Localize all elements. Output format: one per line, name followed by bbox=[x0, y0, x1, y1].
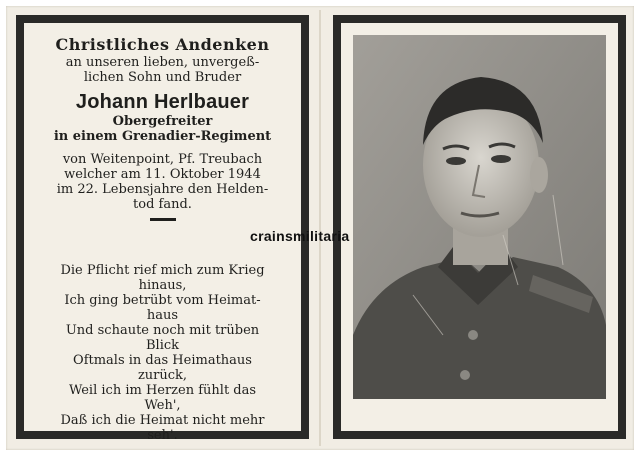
separator-dash bbox=[150, 218, 176, 221]
card-heading: Christliches Andenken bbox=[55, 35, 270, 54]
poem-line: zurück, bbox=[137, 368, 188, 383]
intro-line: an unseren lieben, unvergeß- bbox=[65, 55, 260, 70]
poem-line: Oftmals in das Heimathaus bbox=[73, 353, 252, 368]
photo-panel bbox=[333, 15, 626, 439]
poem bbox=[24, 263, 301, 443]
portrait-illustration bbox=[353, 35, 606, 399]
soldier-portrait-photo bbox=[353, 35, 606, 399]
poem-line: Blick bbox=[145, 338, 180, 353]
memorial-text bbox=[24, 37, 301, 227]
watermark-text: crainsmilitaria bbox=[250, 228, 350, 244]
poem-line: haus bbox=[146, 308, 179, 323]
rank-line: Obergefreiter bbox=[112, 114, 213, 129]
detail-line: welcher am 11. Oktober 1944 bbox=[64, 167, 261, 182]
poem-line: Weil ich im Herzen fühlt das bbox=[68, 383, 257, 398]
intro-line: lichen Sohn und Bruder bbox=[83, 70, 242, 85]
poem-line: Daß ich die Heimat nicht mehr bbox=[60, 413, 265, 428]
poem-line: Die Pflicht rief mich zum Krieg bbox=[60, 263, 265, 278]
poem-line: hinaus, bbox=[138, 278, 187, 293]
rank-line: in einem Grenadier-Regiment bbox=[53, 129, 272, 144]
poem-line: seh'. bbox=[147, 428, 178, 443]
detail-line: tod fand. bbox=[133, 197, 192, 212]
text-panel bbox=[16, 15, 309, 443]
photo-panel-paper bbox=[341, 23, 618, 431]
memorial-card bbox=[6, 6, 634, 450]
poem-line: Und schaute noch mit trüben bbox=[65, 323, 260, 338]
deceased-name: Johann Herlbauer bbox=[75, 91, 250, 113]
detail-line: im 22. Lebensjahre den Helden- bbox=[56, 182, 269, 197]
poem-line: Weh', bbox=[144, 398, 181, 413]
detail-line: von Weitenpoint, Pf. Treubach bbox=[62, 152, 263, 167]
poem-line: Ich ging betrübt vom Heimat- bbox=[64, 293, 261, 308]
text-panel-paper bbox=[24, 23, 301, 443]
